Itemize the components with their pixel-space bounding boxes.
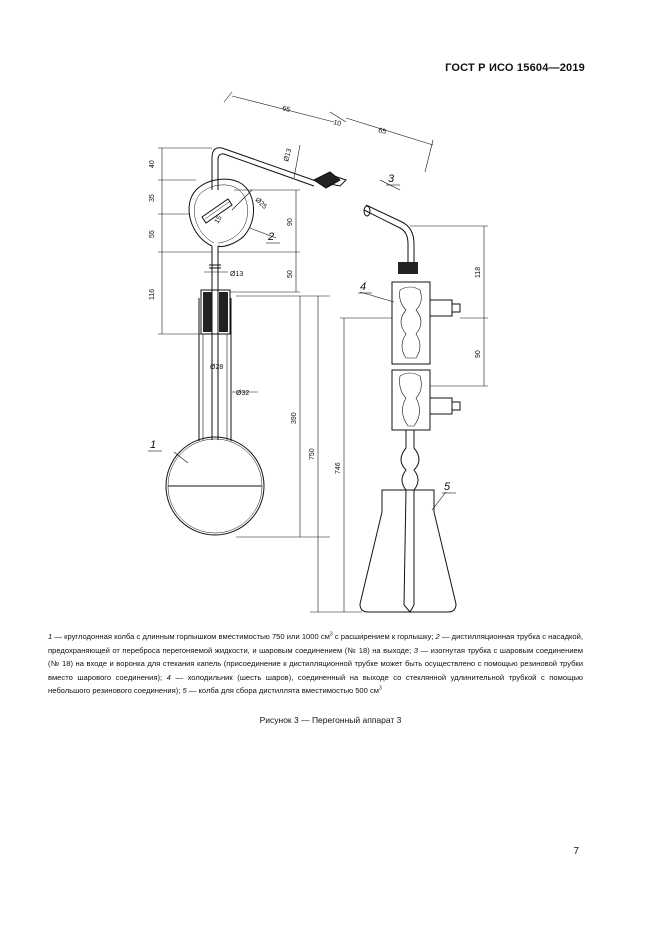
document-header: ГОСТ Р ИСО 15604—2019	[445, 62, 585, 74]
dim-65b: 65	[377, 127, 387, 136]
dim-10: 10	[332, 119, 342, 128]
bent-tube-with-funnel	[364, 205, 418, 274]
page-number: 7	[573, 846, 579, 857]
dim-390: 390	[291, 412, 298, 424]
rubber-stopper	[201, 290, 230, 334]
dim-40: 40	[149, 160, 156, 168]
legend-n5: 5	[182, 686, 187, 696]
dia-13b: Ø13	[283, 147, 294, 163]
dim-116: 116	[149, 288, 156, 300]
legend-n2: 2	[435, 632, 440, 641]
dim-90a: 90	[287, 218, 294, 226]
dim-35: 35	[149, 194, 156, 202]
extension-tube	[401, 430, 419, 612]
part-2: 2	[268, 231, 275, 243]
part-5: 5	[444, 481, 451, 493]
figure-legend: 1 — круглодонная колба с длинным горлышком вместимостью 750 или 1000 $см^3$ с расширением к горлышку; 2 — дистилляционная трубка с насадкой, предохраняющей от переброса перегоняемой жидкости, и шаровым соединением (№ 18) на выходе; 3 — изогнутая трубка с шаровым соединением (№ 18) на входе и воронка для стекания капель (присоединение к дистилляционной трубке может быть осуществлено с помощью резиновой трубки вместо шарового соединения); 4 — холодильник (шесть шаров), соединенный на выходе со стеклянной удлинительной трубкой с помощью небольшого резинового соединения); 5 — колба для сбора дистиллята вместимостью 500 $см^3$	[48, 631, 583, 696]
part-1: 1	[150, 439, 157, 451]
dia-15: 15	[213, 214, 224, 225]
dia-32: Ø32	[236, 390, 250, 397]
dia-13a: Ø13	[230, 271, 244, 278]
condenser-upper	[392, 282, 460, 364]
part-3: 3	[388, 173, 395, 185]
dim-65a: 65	[281, 105, 291, 114]
dim-746: 746	[335, 462, 342, 474]
dim-55: 55	[149, 230, 156, 238]
condenser-lower	[392, 370, 460, 430]
dim-90b: 90	[475, 350, 482, 358]
right-dimension-lines	[310, 180, 488, 612]
legend-n3: 3	[413, 645, 418, 655]
figure-caption: Рисунок 3 — Перегонный аппарат 3	[259, 715, 402, 725]
dia-28: Ø28	[210, 364, 224, 371]
dim-50: 50	[287, 270, 294, 278]
dim-118: 118	[475, 266, 482, 278]
legend-n1: 1	[48, 632, 53, 641]
receiving-flask	[360, 490, 456, 612]
dim-750: 750	[309, 448, 316, 460]
part-label-underlines	[148, 185, 456, 493]
legend-n4: 4	[166, 672, 171, 682]
part-4: 4	[360, 281, 367, 293]
dia-25: Ø25	[253, 196, 268, 211]
